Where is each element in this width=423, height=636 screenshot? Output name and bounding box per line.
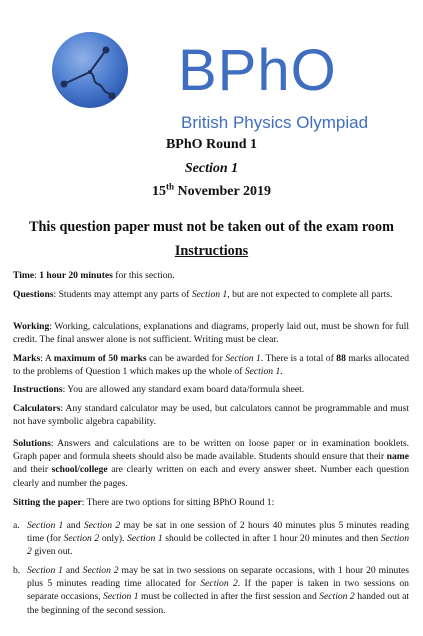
option-b-text-5: handed out at the beginning of the second session. xyxy=(27,591,409,616)
time-colon: : xyxy=(34,270,40,281)
marks-text-3: . There is a total of xyxy=(260,353,337,364)
option-a-ref-5: Section 2 xyxy=(27,533,409,558)
questions-paragraph xyxy=(13,288,409,301)
marks-text-2: can be awarded for xyxy=(146,353,226,364)
time-label: Time xyxy=(13,270,35,281)
list-item-option-a xyxy=(13,519,409,559)
option-a-ref-4: Section 1 xyxy=(127,533,163,545)
option-a-text-4: should be collected in after 1 hour 20 minutes and then xyxy=(162,533,381,545)
option-a-ref-1: Section 1 xyxy=(27,520,64,531)
solutions-name: name xyxy=(386,451,409,463)
round-title: BPhO Round 1 xyxy=(165,137,258,152)
option-b-text-2: may be sat in two sessions on separate occasions, with 1 hour 20 minutes plus 5 minutes reading time allocated for xyxy=(27,565,409,590)
solutions-text-1: : Answers and calculations are to be written on loose paper or in examination booklets. Graph paper and formula sheets should also be made available. Students should ensure that their xyxy=(13,438,409,463)
logo-wordmark: BPhO xyxy=(178,38,337,103)
option-b-text-1: and xyxy=(62,565,83,576)
bpho-logo xyxy=(50,28,370,132)
option-a-marker: a. xyxy=(13,520,20,531)
option-a-text-5: given out. xyxy=(31,546,73,558)
sitting-label: Sitting the paper xyxy=(13,497,82,508)
sitting-paragraph xyxy=(13,496,409,509)
section-title: Section 1 xyxy=(184,161,239,176)
marks-total: 88 xyxy=(336,353,346,364)
option-b-text-3: . If the paper is taken in two sessions on separate occasions, xyxy=(27,578,409,603)
questions-section-ref: Section 1 xyxy=(191,289,228,300)
marks-text-4: marks allocated to the problems of Question 1 which makes up the whole of xyxy=(13,353,410,378)
calculators-label: Calculators xyxy=(13,403,61,414)
option-b-ref-3: Section 2 xyxy=(200,578,238,590)
marks-maximum: maximum of 50 marks xyxy=(53,353,147,364)
solutions-school: school/college xyxy=(51,464,108,476)
sitting-text: : There are two options for sitting BPhO Round 1: xyxy=(81,497,275,508)
exam-date xyxy=(0,181,423,200)
working-text: : Working, calculations, explanations and diagrams, properly laid out, must be shown for full credit. The final answer alone is not sufficient. Writing must be clear. xyxy=(13,321,409,346)
date-day: 15 xyxy=(152,184,167,199)
working-paragraph xyxy=(13,320,409,346)
solutions-text-2: and their xyxy=(13,464,52,476)
instructions-paragraph xyxy=(13,383,409,396)
logo-sphere-icon xyxy=(50,28,130,114)
marks-label: Marks xyxy=(13,353,41,364)
marks-section-ref: Section 1 xyxy=(225,353,261,364)
date-month-year: November 2019 xyxy=(174,184,271,199)
questions-label: Questions xyxy=(13,289,54,300)
solutions-paragraph xyxy=(13,437,409,490)
time-paragraph xyxy=(13,269,409,282)
marks-paragraph xyxy=(13,352,409,378)
instructions-heading: Instructions xyxy=(174,243,249,259)
solutions-label: Solutions xyxy=(13,438,51,449)
list-item-option-b xyxy=(13,564,409,617)
marks-text-1: : A xyxy=(40,353,54,364)
option-b-marker: b. xyxy=(13,565,21,576)
calculators-text: : Any standard calculator may be used, but calculators cannot be programmable and must not have symbolic algebra capability. xyxy=(13,403,409,428)
option-a-text-2: may be sat in one session of 2 hours 40 minutes plus 5 minutes reading time (for xyxy=(27,520,409,545)
instructions-text: : You are allowed any standard exam board data/formula sheet. xyxy=(62,384,305,395)
questions-text: : Students may attempt any parts of xyxy=(53,289,192,300)
solutions-text-3: are clearly written on each and every answer sheet. Number each question clearly and number the pages. xyxy=(13,464,409,489)
option-b-ref-2: Section 2 xyxy=(82,565,119,576)
time-value: 1 hour 20 minutes xyxy=(39,270,113,281)
marks-text-5: . xyxy=(280,366,283,378)
marks-section-ref-2: Section 1 xyxy=(244,366,281,378)
logo-tagline: British Physics Olympiad xyxy=(181,113,369,132)
option-a-text-3: only). xyxy=(99,533,128,545)
exam-room-warning: This question paper must not be taken out of the exam room xyxy=(29,219,394,235)
option-a-ref-3: Section 2 xyxy=(63,533,100,545)
option-b-text-4: must be collected in after the first session and xyxy=(138,591,320,603)
instructions-label: Instructions xyxy=(13,384,63,395)
option-b-ref-5: Section 2 xyxy=(319,591,355,603)
questions-text-end: , but are not expected to complete all parts. xyxy=(227,289,393,300)
working-label: Working xyxy=(13,321,50,332)
option-a-ref-2: Section 2 xyxy=(83,520,121,531)
option-b-ref-1: Section 1 xyxy=(27,565,63,576)
option-a-text-1: and xyxy=(63,520,84,531)
option-b-ref-4: Section 1 xyxy=(103,591,139,603)
time-rest: for this section. xyxy=(112,270,175,281)
date-suffix: th xyxy=(166,181,175,192)
calculators-paragraph xyxy=(13,402,409,428)
